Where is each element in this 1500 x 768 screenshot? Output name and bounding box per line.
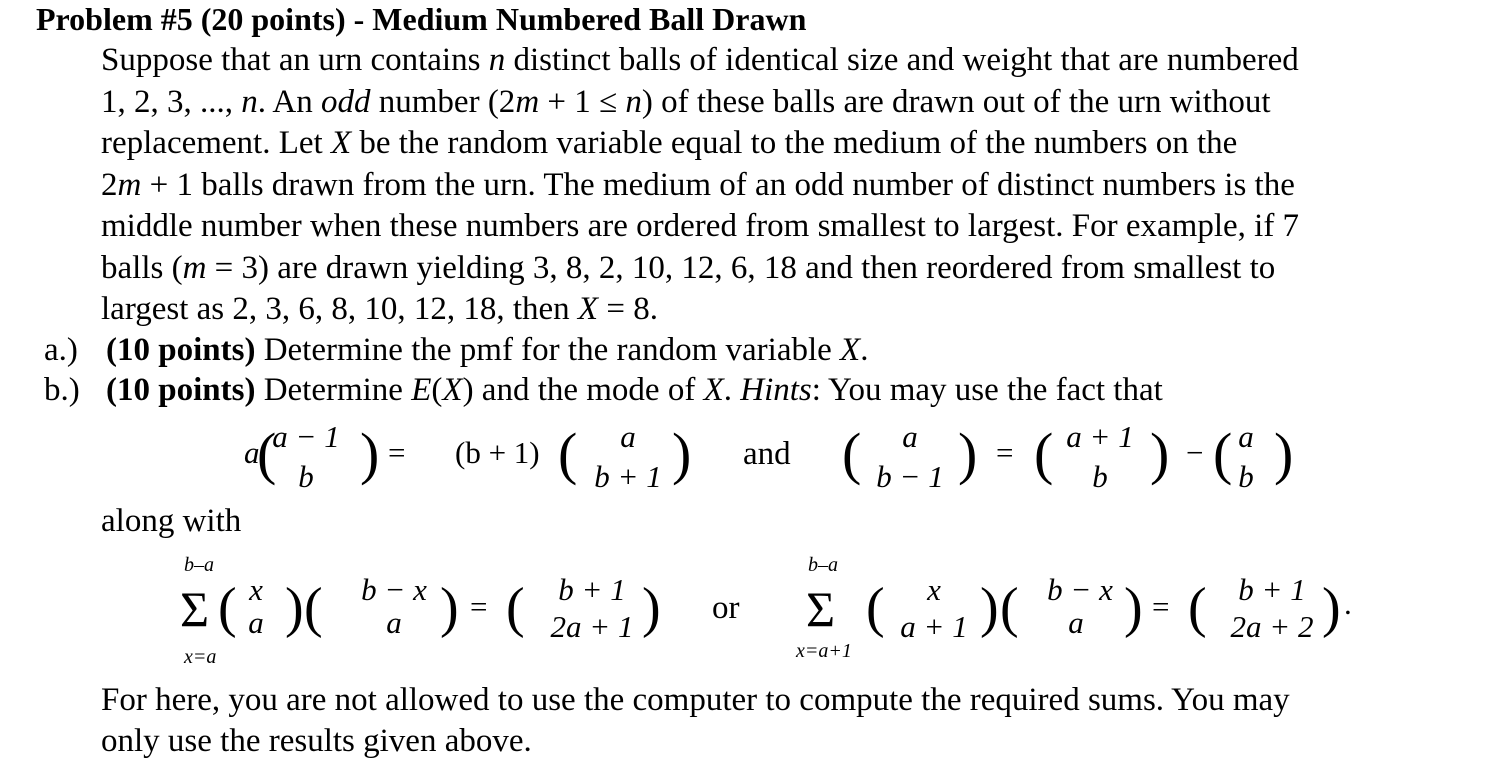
footer-line-2: only use the results given above.: [101, 723, 532, 759]
sum-1: [180, 554, 661, 668]
sum1-top2: b − x: [361, 572, 427, 607]
part-a-label: a.): [44, 332, 78, 368]
sum2-top3: b + 1: [1238, 572, 1306, 607]
sum1-p2-close: ): [440, 577, 459, 639]
sum1-eq: =: [470, 589, 488, 624]
id1-bot2: b + 1: [594, 459, 662, 494]
sum2-p2-open: (: [1000, 577, 1019, 639]
along-with: along with: [101, 503, 242, 539]
sum2-p1-open: (: [866, 577, 885, 639]
id2-paren-open: (: [842, 421, 862, 486]
problem-heading: Problem #5 (20 points) - Medium Numbered Ball Drawn: [36, 1, 807, 37]
id1-coef: (b + 1): [455, 435, 540, 470]
sum1-p2-open: (: [304, 577, 323, 639]
footer-note: [101, 680, 1290, 762]
sum2-p1-close: ): [980, 577, 999, 639]
sum2-bot1: a + 1: [900, 609, 968, 644]
id2-eq: =: [996, 435, 1014, 470]
sum2-p3-close: ): [1322, 577, 1341, 639]
id1-top2: a: [620, 419, 636, 454]
sum2-sigma-icon: Σ: [806, 581, 836, 637]
sum1-lower: x=a: [184, 646, 217, 668]
sum2-top1: x: [927, 572, 941, 607]
id1-a: a: [244, 435, 260, 470]
and-word: and: [743, 436, 791, 472]
sum1-top1: x: [249, 572, 263, 607]
id2-bot2: b: [1092, 459, 1108, 494]
id1-paren-open: (: [257, 421, 277, 486]
para-line-3: replacement. Let X be the random variable equal to the medium of the numbers on the: [101, 125, 1238, 161]
id2-paren3-open: (: [1213, 421, 1233, 486]
part-b-points: (10 points): [106, 372, 256, 408]
id1-paren2-open: (: [558, 421, 578, 486]
id2-paren2-close: ): [1150, 421, 1170, 486]
id2-minus: −: [1186, 435, 1204, 470]
id2-bot1: b − 1: [876, 459, 944, 494]
id2-paren2-open: (: [1034, 421, 1054, 486]
id2-top1: a: [902, 419, 918, 454]
part-b: b.) (10 points) Determine E(X) and the mode of X. Hints: You may use the fact that: [44, 372, 1163, 408]
sum1-bot1: a: [248, 605, 264, 640]
sum2-p2-close: ): [1124, 577, 1143, 639]
para-line-5: middle number when these numbers are ordered from smallest to largest. For example, if 7: [101, 208, 1300, 244]
sum2-p3-open: (: [1188, 577, 1207, 639]
sum1-sigma-icon: Σ: [180, 581, 210, 637]
para-line-4: 2m + 1 balls drawn from the urn. The medium of an odd number of distinct numbers is the: [101, 166, 1295, 203]
sum1-p1-open: (: [218, 577, 237, 639]
para-line-6: balls (m = 3) are drawn yielding 3, 8, 2, 10, 12, 6, 18 and then reordered from smallest to: [101, 249, 1276, 286]
sum-2: [795, 554, 1352, 662]
part-a: a.) (10 points) Determine the pmf for the random variable X.: [44, 332, 869, 368]
sum2-bot2: a: [1068, 605, 1084, 640]
id1-bot1: b: [298, 459, 314, 494]
id1-top1: a − 1: [272, 419, 340, 454]
sum2-top2: b − x: [1047, 572, 1113, 607]
id2-bot3: b: [1238, 459, 1254, 494]
sum2-end: .: [1344, 586, 1352, 621]
part-b-label: b.): [44, 372, 80, 408]
id2-top3: a: [1238, 419, 1254, 454]
sum1-p3-close: ): [642, 577, 661, 639]
id1-eq: =: [388, 435, 406, 470]
id1-paren2-close: ): [672, 421, 692, 486]
sum1-p1-close: ): [285, 577, 304, 639]
identity-2: [842, 419, 1293, 494]
sum1-bot2: a: [386, 605, 402, 640]
sum2-bot3: 2a + 2: [1230, 609, 1314, 644]
id2-paren-close: ): [958, 421, 978, 486]
identity-1: [244, 419, 691, 494]
sum1-upper: b–a: [184, 554, 214, 576]
id2-top2: a + 1: [1066, 419, 1134, 454]
part-a-points: (10 points): [106, 332, 256, 368]
para-line-2: 1, 2, 3, ..., n. An odd number (2m + 1 ≤ n) of these balls are drawn out of the urn without: [101, 83, 1271, 120]
or-word: or: [712, 590, 740, 626]
sum2-eq: =: [1152, 589, 1170, 624]
sum2-upper: b–a: [808, 554, 838, 576]
sum1-top3: b + 1: [558, 572, 626, 607]
id1-paren-close: ): [360, 421, 380, 486]
footer-line-1: For here, you are not allowed to use the computer to compute the required sums. You may: [101, 682, 1290, 718]
sum2-lower: x=a+1: [796, 640, 852, 662]
sum1-p3-open: (: [506, 577, 525, 639]
para-line-1: Suppose that an urn contains n distinct balls of identical size and weight that are numbered: [101, 42, 1299, 78]
id2-paren3-close: ): [1274, 421, 1294, 486]
para-line-7: largest as 2, 3, 6, 8, 10, 12, 18, then X = 8.: [101, 291, 658, 327]
sum1-bot3: 2a + 1: [550, 609, 634, 644]
